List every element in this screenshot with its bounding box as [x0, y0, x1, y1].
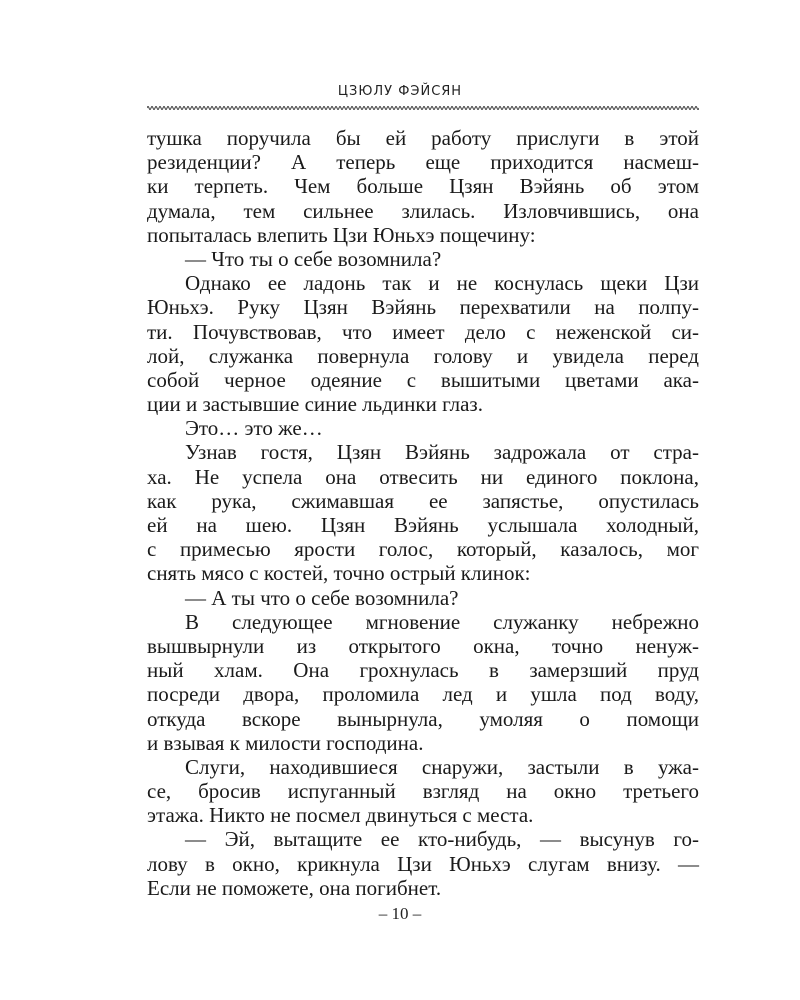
text-line: Однако ее ладонь так и не коснулась щеки Цзи — [185, 271, 699, 296]
page-number: – 10 – — [378, 904, 422, 923]
body-text — [147, 126, 699, 900]
text-line: ха. Не успела она отвесить ни единого поклона, — [147, 464, 699, 489]
text-line: ки терпеть. Чем больше Цзян Вэйянь об этом — [147, 174, 699, 199]
text-line: — А ты что о себе возомнила? — [185, 585, 459, 610]
wavy-divider — [147, 103, 699, 113]
text-line: лой, служанка повернула голову и увидела перед — [147, 343, 699, 368]
text-line: и взывая к милости господина. — [147, 730, 424, 755]
text-line: вышвырнули из открытого окна, точно ненуж- — [147, 633, 699, 658]
text-line: ти. Почувствовав, что имеет дело с неженской си- — [147, 319, 699, 344]
text-line: Слуги, находившиеся снаружи, застыли в ужа- — [185, 754, 699, 779]
text-line: попыталась влепить Цзи Юньхэ пощечину: — [147, 222, 536, 247]
text-line: Это… это же… — [185, 416, 323, 441]
text-line: откуда вскоре вынырнула, умоляя о помощи — [147, 706, 699, 731]
text-line: ции и застывшие синие льдинки глаз. — [147, 392, 483, 417]
text-line: Юньхэ. Руку Цзян Вэйянь перехватили на полпу- — [147, 295, 699, 320]
text-line: собой черное одеяние с вышитыми цветами ака- — [147, 367, 699, 392]
text-line: резиденции? А теперь еще приходится насмеш- — [147, 150, 699, 175]
text-line: как рука, сжимавшая ее запястье, опустилась — [147, 488, 699, 513]
text-line: думала, тем сильнее злилась. Изловчившись, она — [147, 198, 699, 223]
text-line: — Что ты о себе возомнила? — [185, 246, 442, 271]
text-line: тушка поручила бы ей работу прислуги в этой — [147, 126, 699, 150]
text-line: се, бросив испуганный взгляд на окно третьего — [147, 779, 699, 804]
text-line: ный хлам. Она грохнулась в замерзший пруд — [147, 658, 699, 683]
text-line: В следующее мгновение служанку небрежно — [185, 609, 699, 634]
text-line: этажа. Никто не посмел двинуться с места. — [147, 803, 534, 828]
text-line: ей на шею. Цзян Вэйянь услышала холодный, — [147, 513, 699, 537]
text-line: лову в окно, крикнула Цзи Юньхэ слугам внизу. — — [147, 851, 699, 876]
text-line: Если не поможете, она погибнет. — [147, 875, 442, 900]
running-header: ЦЗЮЛУ ФЭЙСЯН — [337, 84, 463, 99]
text-line: Узнав гостя, Цзян Вэйянь задрожала от стра- — [185, 440, 699, 465]
text-line: — Эй, вытащите ее кто-нибудь, — высунув го- — [185, 827, 699, 852]
text-line: посреди двора, проломила лед и ушла под воду, — [147, 682, 699, 707]
text-line: с примесью ярости голос, который, казалось, мог — [147, 537, 699, 562]
text-line: снять мясо с костей, точно острый клинок: — [147, 561, 531, 586]
